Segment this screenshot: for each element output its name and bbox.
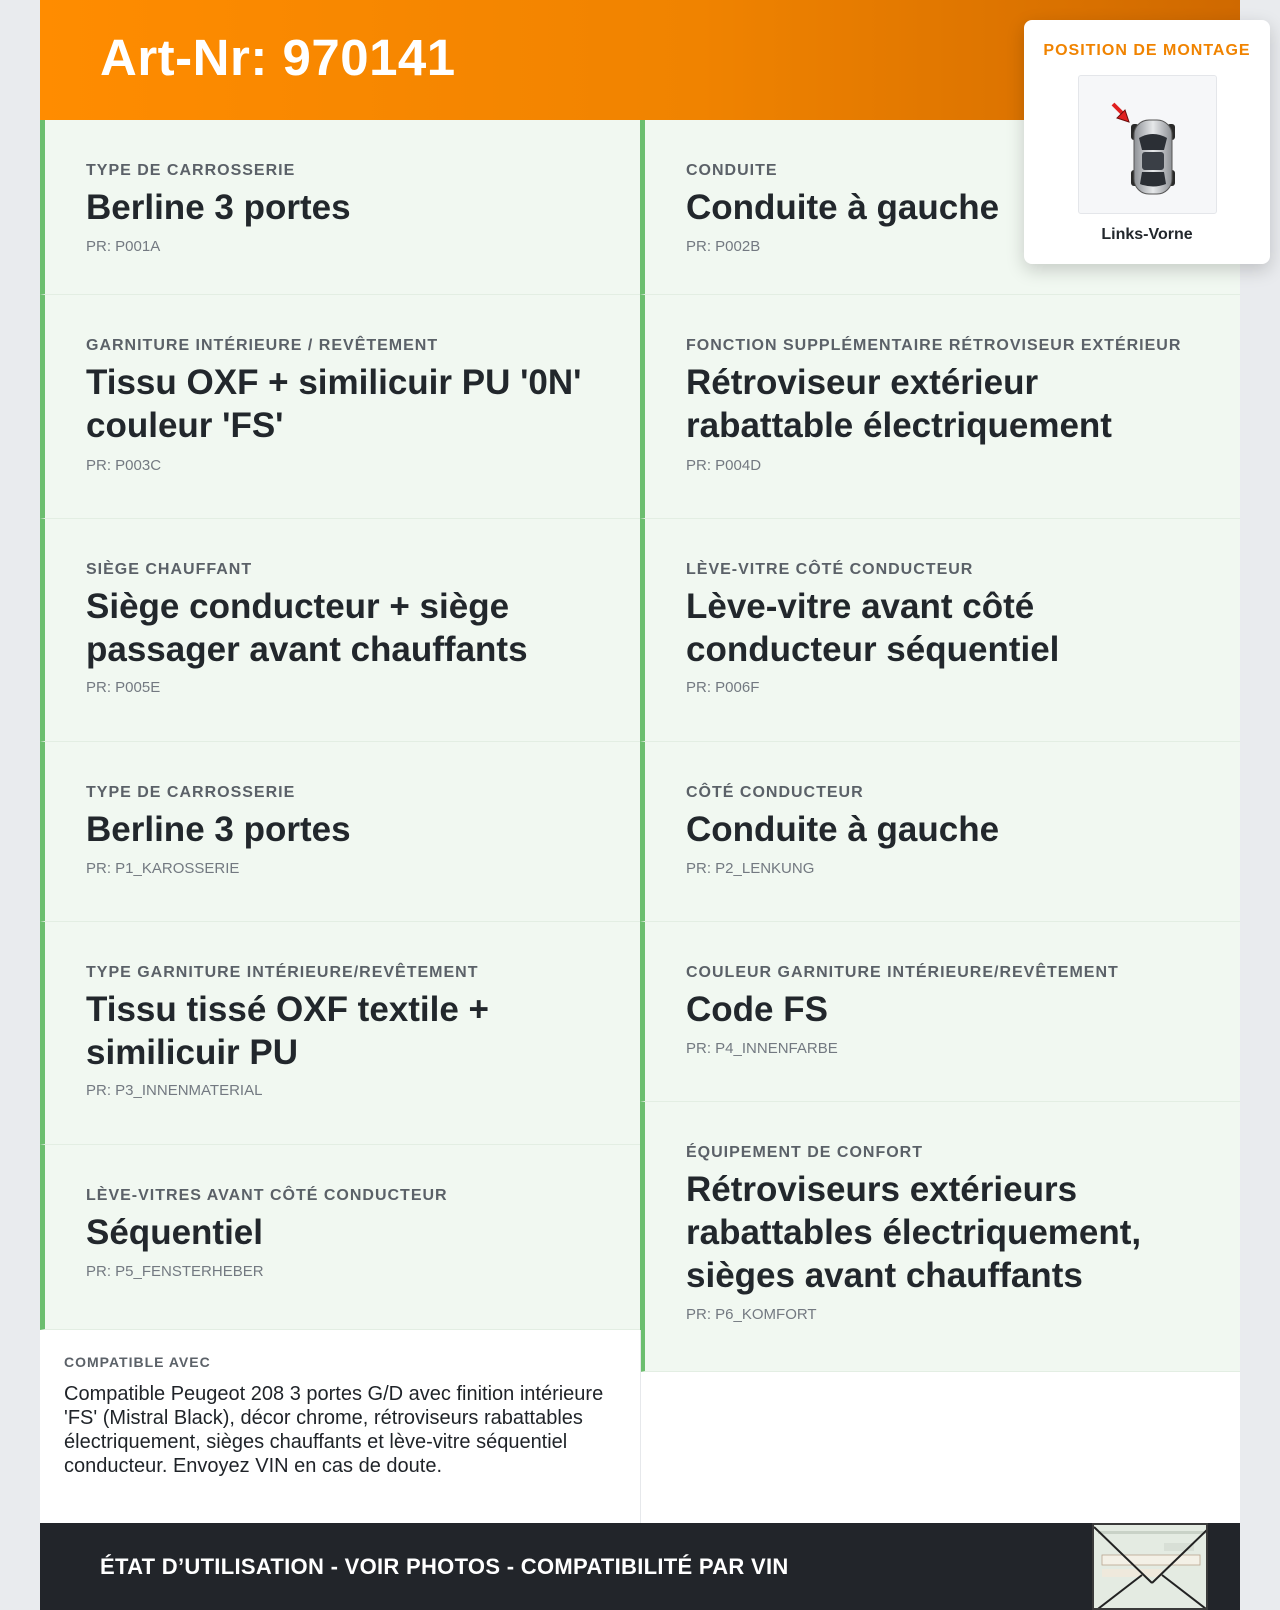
spec-value: Berline 3 portes xyxy=(86,810,351,849)
spec-value: Tissu tissé OXF textile + similicuir PU xyxy=(86,990,489,1072)
spec-pr-code: PR: P6_KOMFORT xyxy=(686,1306,817,1323)
registration-document-thumbnail xyxy=(1092,1523,1208,1610)
compatibility-section xyxy=(64,1354,624,1478)
spec-pr-code: PR: P002B xyxy=(686,238,761,255)
mounting-position-card xyxy=(1024,20,1270,264)
spec-pr-code: PR: P001A xyxy=(86,238,161,255)
spec-pr-code: PR: P004D xyxy=(686,457,762,474)
spec-pr-code: PR: P003C xyxy=(86,457,162,474)
spec-cell xyxy=(640,519,1240,742)
spec-pr-code: PR: P006F xyxy=(686,679,760,696)
spec-label: TYPE DE CARROSSERIE xyxy=(86,784,296,801)
spec-cell xyxy=(40,295,640,519)
spec-cell xyxy=(40,120,640,295)
mounting-position-title: POSITION DE MONTAGE xyxy=(1043,42,1251,59)
spec-cell xyxy=(640,742,1240,922)
spec-pr-code: PR: P005E xyxy=(86,679,161,696)
spec-pr-code: PR: P4_INNENFARBE xyxy=(686,1040,838,1057)
footer-bar xyxy=(40,1523,1240,1610)
envelope-document-icon xyxy=(1094,1525,1208,1610)
spec-cell xyxy=(40,922,640,1145)
car-position-image xyxy=(1078,75,1217,214)
car-topview-icon xyxy=(1079,76,1218,215)
spec-label: CÔTÉ CONDUCTEUR xyxy=(686,784,864,801)
spec-value: Rétroviseur extérieur rabattable électriquement xyxy=(686,363,1112,445)
spec-label: CONDUITE xyxy=(686,162,778,179)
article-number-title: Art-Nr: 970141 xyxy=(100,29,456,86)
spec-cell xyxy=(40,519,640,742)
spec-value: Rétroviseurs extérieurs rabattables électriquement, sièges avant chauffants xyxy=(686,1170,1142,1295)
spec-pr-code: PR: P1_KAROSSERIE xyxy=(86,860,240,877)
spec-label: GARNITURE INTÉRIEURE / REVÊTEMENT xyxy=(86,337,439,354)
spec-label: LÈVE-VITRES AVANT CÔTÉ CONDUCTEUR xyxy=(86,1187,448,1204)
spec-pr-code: PR: P2_LENKUNG xyxy=(686,860,815,877)
spec-label: LÈVE-VITRE CÔTÉ CONDUCTEUR xyxy=(686,561,974,578)
spec-cell xyxy=(640,922,1240,1102)
spec-cell xyxy=(640,295,1240,519)
spec-value: Lève-vitre avant côté conducteur séquentiel xyxy=(686,587,1060,669)
spec-value: Conduite à gauche xyxy=(686,810,1000,849)
spec-label: COULEUR GARNITURE INTÉRIEURE/REVÊTEMENT xyxy=(686,964,1119,981)
compatibility-text: Compatible Peugeot 208 3 portes G/D avec finition intérieure 'FS' (Mistral Black), décor chrome, rétroviseurs rabattables électriquement, sièges chauffants et lève-vitre séquentiel conducteur. Envoyez VIN en cas de doute. xyxy=(64,1383,604,1477)
spec-label: TYPE DE CARROSSERIE xyxy=(86,162,296,179)
product-sheet xyxy=(40,0,1251,1610)
spec-label: ÉQUIPEMENT DE CONFORT xyxy=(686,1144,924,1161)
spec-cell xyxy=(40,1145,640,1330)
spec-pr-code: PR: P5_FENSTERHEBER xyxy=(86,1263,264,1280)
spec-value: Séquentiel xyxy=(86,1213,263,1252)
spec-value: Siège conducteur + siège passager avant chauffants xyxy=(86,587,528,669)
spec-label: SIÈGE CHAUFFANT xyxy=(86,561,253,578)
spec-cell xyxy=(640,1102,1240,1372)
spec-pr-code: PR: P3_INNENMATERIAL xyxy=(86,1082,263,1099)
column-divider xyxy=(640,1330,641,1523)
spec-value: Conduite à gauche xyxy=(686,188,1000,227)
spec-cell xyxy=(40,742,640,922)
spec-value: Code FS xyxy=(686,990,828,1029)
spec-label: FONCTION SUPPLÉMENTAIRE RÉTROVISEUR EXTÉRIEUR xyxy=(686,337,1182,354)
spec-label: TYPE GARNITURE INTÉRIEURE/REVÊTEMENT xyxy=(86,964,479,981)
spec-value: Berline 3 portes xyxy=(86,188,351,227)
mounting-position-value: Links-Vorne xyxy=(1101,226,1193,243)
footer-text: ÉTAT D’UTILISATION - VOIR PHOTOS - COMPATIBILITÉ PAR VIN xyxy=(100,1554,789,1579)
spec-value: Tissu OXF + similicuir PU '0N' couleur 'FS' xyxy=(86,363,582,445)
compatibility-label: COMPATIBLE AVEC xyxy=(64,1354,211,1370)
